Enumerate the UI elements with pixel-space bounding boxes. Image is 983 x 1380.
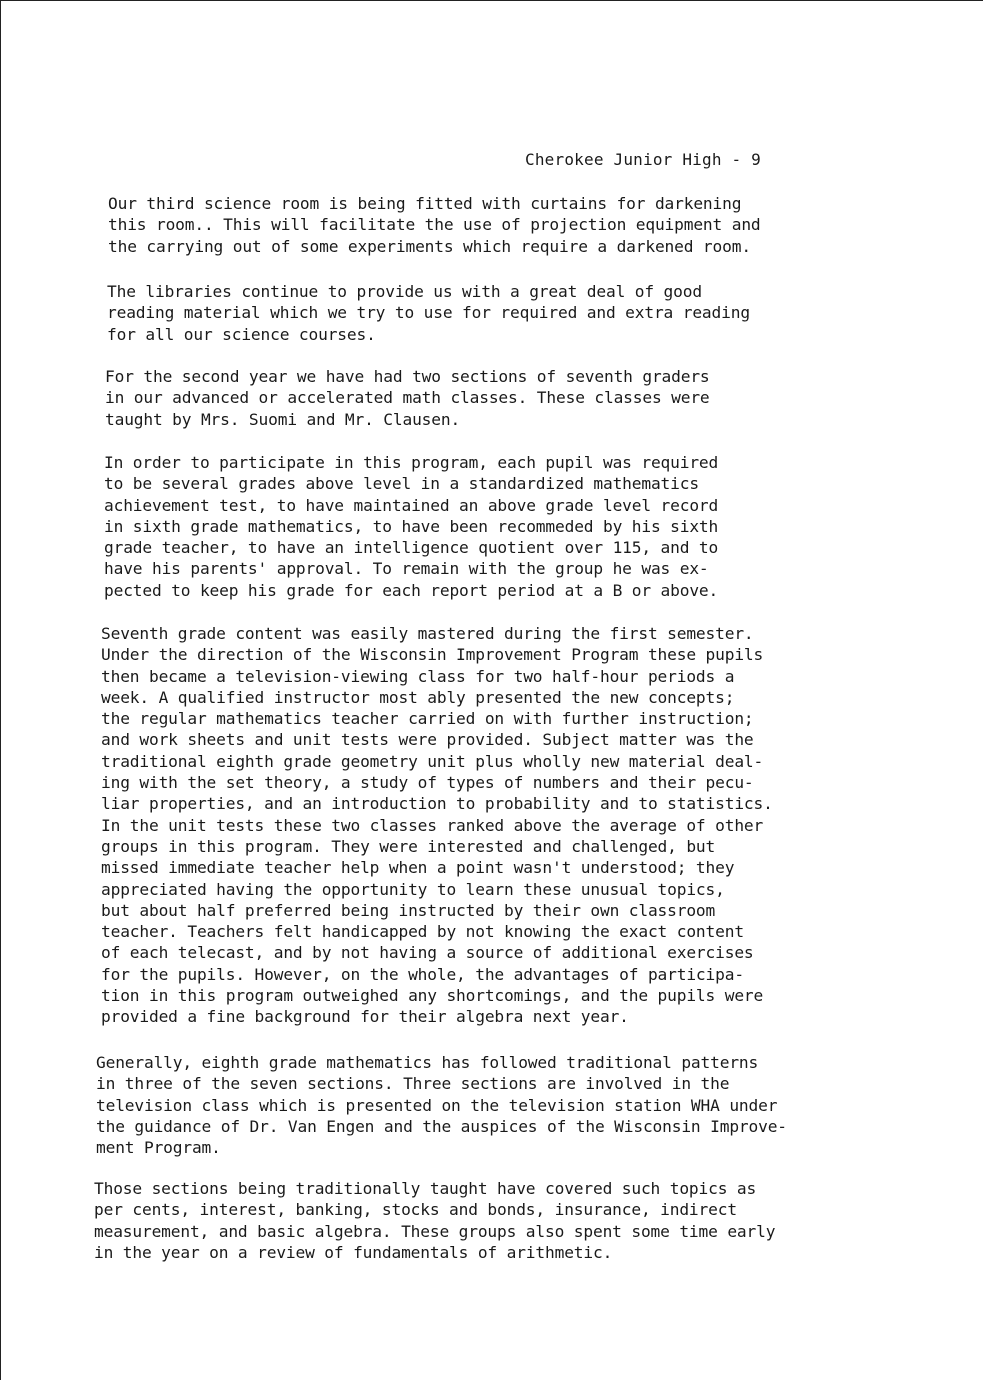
text-line: for the pupils. However, on the whole, the advantages of participa- bbox=[101, 964, 744, 984]
text-line: and work sheets and unit tests were provided. Subject matter was the bbox=[101, 730, 754, 750]
paragraph-science-room bbox=[108, 193, 761, 257]
paragraph-traditional-sections bbox=[94, 1178, 775, 1263]
text-line: of each telecast, and by not having a source of additional exercises bbox=[101, 943, 754, 963]
text-line: Seventh grade content was easily mastered during the first semester. bbox=[101, 624, 754, 643]
text-line: the regular mathematics teacher carried on with further instruction; bbox=[101, 709, 754, 729]
text-line: measurement, and basic algebra. These groups also spent some time early bbox=[94, 1221, 776, 1241]
paragraph-libraries bbox=[107, 281, 750, 345]
text-line: to be several grades above level in a standardized mathematics bbox=[104, 474, 699, 494]
text-line: achievement test, to have maintained an above grade level record bbox=[104, 495, 719, 515]
text-line: Our third science room is being fitted with curtains for darkening bbox=[108, 194, 742, 213]
text-line: The libraries continue to provide us with a great deal of good bbox=[107, 282, 702, 301]
text-line: in the year on a review of fundamentals of arithmetic. bbox=[94, 1242, 613, 1262]
text-line: teacher. Teachers felt handicapped by not knowing the exact content bbox=[101, 922, 744, 942]
text-line: Those sections being traditionally taught have covered such topics as bbox=[94, 1179, 757, 1198]
paragraph-accelerated-math bbox=[105, 366, 710, 430]
paragraph-seventh-grade-content bbox=[101, 623, 773, 1028]
text-line: then became a television-viewing class for two half-hour periods a bbox=[101, 666, 735, 686]
text-line: provided a fine background for their algebra next year. bbox=[101, 1007, 629, 1027]
text-line: traditional eighth grade geometry unit plus wholly new material deal- bbox=[101, 751, 764, 771]
text-line: in our advanced or accelerated math classes. These classes were bbox=[105, 388, 710, 408]
text-line: in sixth grade mathematics, to have been recommeded by his sixth bbox=[104, 516, 719, 536]
text-line: for all our science courses. bbox=[107, 324, 376, 344]
text-line: in three of the seven sections. Three sections are involved in the bbox=[96, 1074, 730, 1094]
text-line: have his parents' approval. To remain with the group he was ex- bbox=[104, 559, 709, 579]
text-line: pected to keep his grade for each report period at a B or above. bbox=[104, 580, 719, 600]
text-line: taught by Mrs. Suomi and Mr. Clausen. bbox=[105, 409, 461, 429]
text-line: groups in this program. They were interested and challenged, but bbox=[101, 836, 716, 856]
text-line: appreciated having the opportunity to learn these unusual topics, bbox=[101, 879, 725, 899]
text-line: Under the direction of the Wisconsin Improvement Program these pupils bbox=[101, 645, 764, 665]
paragraph-program-requirements bbox=[104, 452, 718, 601]
paragraph-eighth-grade-math bbox=[96, 1052, 787, 1158]
text-line: In order to participate in this program, each pupil was required bbox=[104, 453, 719, 472]
text-line: television class which is presented on the television station WHA under bbox=[96, 1095, 778, 1115]
text-line: reading material which we try to use for required and extra reading bbox=[107, 303, 750, 323]
text-line: ing with the set theory, a study of types of numbers and their pecu- bbox=[101, 773, 754, 793]
text-line: In the unit tests these two classes ranked above the average of other bbox=[101, 815, 764, 835]
text-line: grade teacher, to have an intelligence quotient over 115, and to bbox=[104, 538, 719, 558]
text-line: the guidance of Dr. Van Engen and the auspices of the Wisconsin Improve- bbox=[96, 1116, 787, 1136]
text-line: but about half preferred being instructed by their own classroom bbox=[101, 900, 716, 920]
text-line: Generally, eighth grade mathematics has followed traditional patterns bbox=[96, 1053, 759, 1072]
text-line: this room.. This will facilitate the use of projection equipment and bbox=[108, 215, 761, 235]
text-line: week. A qualified instructor most ably presented the new concepts; bbox=[101, 687, 735, 707]
text-line: per cents, interest, banking, stocks and bonds, insurance, indirect bbox=[94, 1200, 737, 1220]
text-line: liar properties, and an introduction to probability and to statistics. bbox=[101, 794, 773, 814]
text-line: tion in this program outweighed any shortcomings, and the pupils were bbox=[101, 986, 764, 1006]
running-header: Cherokee Junior High - 9 bbox=[525, 150, 761, 169]
text-line: For the second year we have had two sections of seventh graders bbox=[105, 367, 710, 386]
text-line: the carrying out of some experiments which require a darkened room. bbox=[108, 236, 751, 256]
text-line: missed immediate teacher help when a point wasn't understood; they bbox=[101, 858, 735, 878]
text-line: ment Program. bbox=[96, 1138, 221, 1158]
